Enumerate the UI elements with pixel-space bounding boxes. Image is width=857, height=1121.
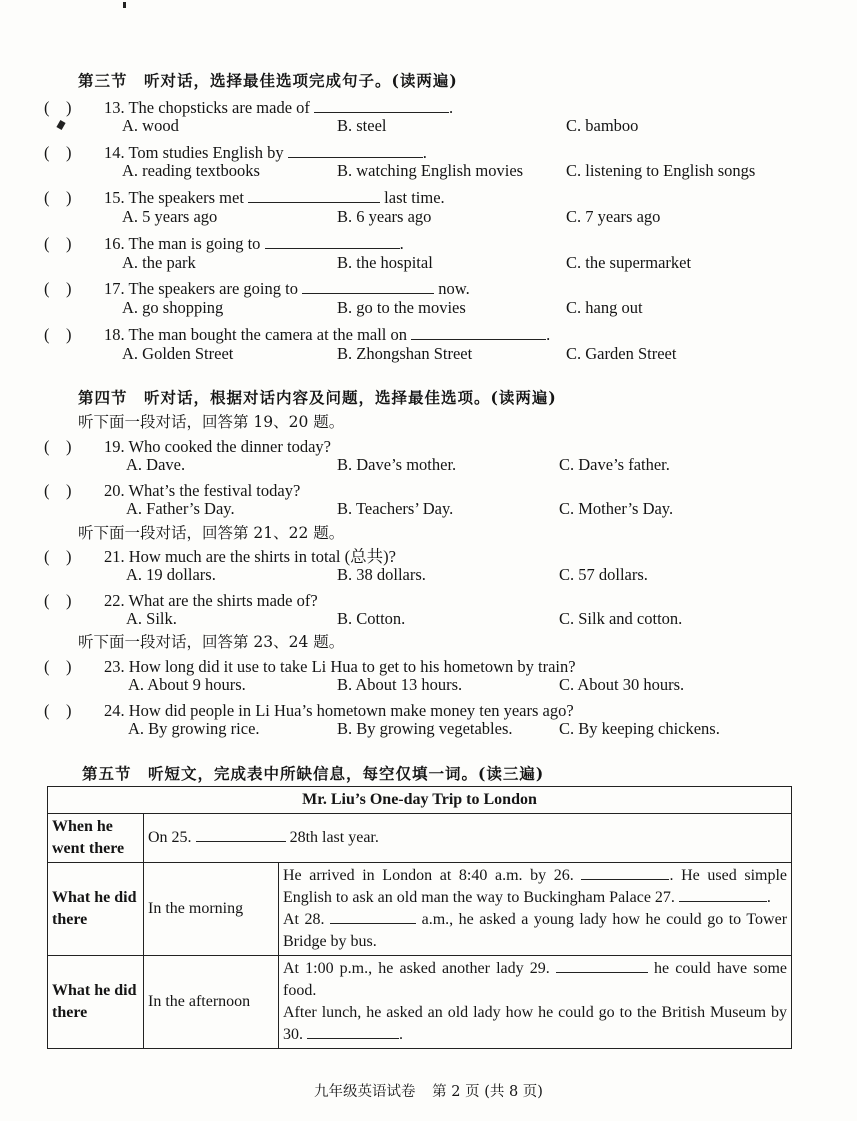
when-label: When he went there: [48, 814, 144, 863]
option-b[interactable]: B. By growing vegetables.: [337, 719, 513, 738]
option-a[interactable]: A. 19 dollars.: [126, 565, 216, 584]
option-a[interactable]: A. Silk.: [126, 609, 177, 628]
trip-table: [47, 786, 792, 1049]
option-c[interactable]: C. Mother’s Day.: [559, 499, 674, 518]
question-23: ( ) 23. How long did it use to take Li Hua to get to his hometown by train?: [44, 657, 576, 676]
option-a[interactable]: A. reading textbooks: [122, 161, 260, 180]
question-21: ( ) 21. How much are the shirts in total (总共)?: [44, 547, 396, 566]
answer-blank[interactable]: [314, 100, 449, 113]
section3-title: 第三节 听对话，选择最佳选项完成句子。(读两遍): [78, 71, 458, 90]
exam-name: 九年级英语试卷: [314, 1084, 416, 1100]
option-c[interactable]: C. By keeping chickens.: [559, 719, 720, 738]
scan-mark: [123, 2, 126, 8]
blank-25[interactable]: [196, 829, 286, 842]
option-c[interactable]: C. Garden Street: [566, 344, 677, 363]
morning-label: In the morning: [144, 863, 279, 956]
what-label: What he did there: [48, 863, 144, 956]
option-b[interactable]: B. go to the movies: [337, 298, 466, 317]
option-c[interactable]: C. 57 dollars.: [559, 565, 648, 584]
question-18: ( ) 18. The man bought the camera at the mall on .: [44, 325, 551, 344]
blank-27[interactable]: [679, 889, 767, 902]
option-b[interactable]: B. About 13 hours.: [337, 675, 463, 694]
answer-blank[interactable]: [288, 145, 423, 158]
what-label: What he did there: [48, 956, 144, 1049]
section4-subtitle: 听下面一段对话，回答第 21、22 题。: [78, 524, 345, 542]
page-footer: [0, 1080, 857, 1101]
scan-mark: [56, 120, 65, 130]
question-20: ( ) 20. What’s the festival today?: [44, 481, 301, 500]
answer-blank[interactable]: [411, 327, 546, 340]
morning-cell: He arrived in London at 8:40 a.m. by 26. . He used simple English to ask an old man the way to Buckingham Palace 27. . At 28. a.m., he asked a young lady how he could go to Tower Bridge by bus.: [279, 863, 792, 956]
question-14: ( ) 14. Tom studies English by .: [44, 143, 427, 162]
option-c[interactable]: C. bamboo: [566, 116, 639, 135]
blank-28[interactable]: [330, 911, 416, 924]
option-b[interactable]: B. the hospital: [337, 253, 433, 272]
section5-title: 第五节 听短文，完成表中所缺信息，每空仅填一词。(读三遍): [82, 764, 545, 783]
page-number: 第 2 页 (共 8 页): [432, 1084, 543, 1100]
option-c[interactable]: C. About 30 hours.: [559, 675, 685, 694]
answer-blank[interactable]: [265, 236, 400, 249]
option-a[interactable]: A. About 9 hours.: [128, 675, 246, 694]
section4-title: 第四节 听对话，根据对话内容及问题，选择最佳选项。(读两遍): [78, 388, 557, 407]
question-24: ( ) 24. How did people in Li Hua’s hometown make money ten years ago?: [44, 701, 574, 720]
option-a[interactable]: A. Golden Street: [122, 344, 234, 363]
option-b[interactable]: B. 38 dollars.: [337, 565, 426, 584]
option-b[interactable]: B. steel: [337, 116, 387, 135]
when-cell: On 25. 28th last year.: [144, 814, 792, 863]
option-a[interactable]: A. wood: [122, 116, 179, 135]
option-a[interactable]: A. Dave.: [126, 455, 186, 474]
option-a[interactable]: A. By growing rice.: [128, 719, 260, 738]
option-b[interactable]: B. watching English movies: [337, 161, 524, 180]
option-b[interactable]: B. Teachers’ Day.: [337, 499, 454, 518]
option-a[interactable]: A. the park: [122, 253, 196, 272]
table-caption: Mr. Liu’s One-day Trip to London: [48, 787, 792, 814]
option-b[interactable]: B. Cotton.: [337, 609, 406, 628]
blank-29[interactable]: [556, 960, 648, 973]
section4-subtitle: 听下面一段对话，回答第 23、24 题。: [78, 633, 345, 651]
section4-subtitle: 听下面一段对话，回答第 19、20 题。: [78, 413, 345, 431]
question-15: ( ) 15. The speakers met last time.: [44, 188, 445, 207]
option-c[interactable]: C. Silk and cotton.: [559, 609, 683, 628]
blank-30[interactable]: [307, 1026, 399, 1039]
answer-blank[interactable]: [248, 190, 380, 203]
option-c[interactable]: C. listening to English songs: [566, 161, 756, 180]
option-b[interactable]: B. Zhongshan Street: [337, 344, 473, 363]
question-13: ( ) 13. The chopsticks are made of .: [44, 98, 454, 117]
option-b[interactable]: B. 6 years ago: [337, 207, 432, 226]
question-19: ( ) 19. Who cooked the dinner today?: [44, 437, 331, 456]
question-17: ( ) 17. The speakers are going to now.: [44, 279, 470, 298]
option-c[interactable]: C. the supermarket: [566, 253, 692, 272]
question-16: ( ) 16. The man is going to .: [44, 234, 404, 253]
afternoon-cell: At 1:00 p.m., he asked another lady 29. he could have some food. After lunch, he asked an old lady how he could go to the British Museum by 30. .: [279, 956, 792, 1049]
option-b[interactable]: B. Dave’s mother.: [337, 455, 457, 474]
option-c[interactable]: C. 7 years ago: [566, 207, 661, 226]
option-c[interactable]: C. hang out: [566, 298, 643, 317]
answer-blank[interactable]: [302, 281, 434, 294]
option-a[interactable]: A. go shopping: [122, 298, 224, 317]
question-22: ( ) 22. What are the shirts made of?: [44, 591, 318, 610]
blank-26[interactable]: [581, 867, 669, 880]
option-c[interactable]: C. Dave’s father.: [559, 455, 670, 474]
afternoon-label: In the afternoon: [144, 956, 279, 1049]
option-a[interactable]: A. 5 years ago: [122, 207, 218, 226]
option-a[interactable]: A. Father’s Day.: [126, 499, 235, 518]
